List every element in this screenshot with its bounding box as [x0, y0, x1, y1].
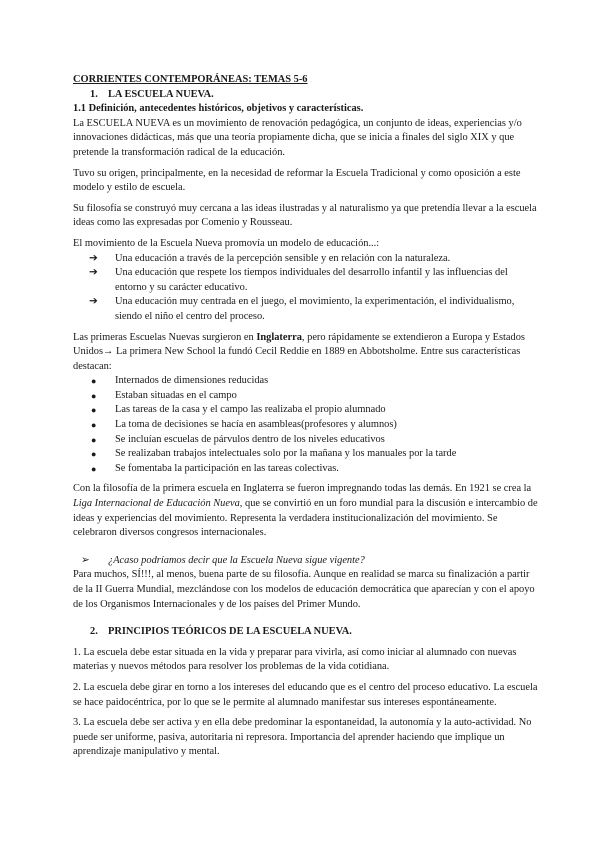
bullet-icon: ● — [91, 449, 97, 460]
list-item — [81, 295, 540, 324]
list-item-text: Se fomentaba la participación en las tareas colectivas. — [115, 462, 339, 474]
paragraph-model-intro: El movimiento de la Escuela Nueva promovía un modelo de educación...: — [73, 237, 380, 249]
bullet-icon: ● — [91, 405, 97, 416]
question-text: ¿Acaso podríamos decir que la Escuela Nueva sigue vigente? — [108, 554, 365, 566]
text-run: que se convirtió en un foro mundial para la discusión e intercambio de ideas y experiencias del movimiento. Representa la verdadera institucionalización del movimiento. Se celebraron diversos congresos internacionales. — [73, 498, 538, 539]
italic-league-name: Liga Internacional de Educación Nueva, — [73, 498, 243, 510]
principle-3: 3. La escuela debe ser activa y en ella debe predominar la espontaneidad, la autonomía y la auto-actividad. No puede ser uniforme, pasiva, autoritaria ni represora. Importancia del aprender haciendo que implique un aprendizaje manipulativo y mental. — [73, 717, 532, 758]
list-item — [81, 252, 540, 267]
arrow-icon: ➔ — [89, 267, 98, 279]
list-item-text: Las tareas de la casa y el campo las realizaba el propio alumnado — [115, 404, 386, 416]
paragraph-philosophy: Su filosofía se construyó muy cercana a las ideas ilustradas y al naturalismo ya que pretendía llevar a la escuela ideas como las expresadas por Comenio y Rousseau. — [73, 202, 537, 229]
list-item-text: Se realizaban trabajos intelectuales solo por la mañana y los manuales por la tarde — [115, 448, 457, 460]
document-title: CORRIENTES CONTEMPORÁNEAS: TEMAS 5-6 — [73, 74, 308, 85]
section-1-title: LA ESCUELA NUEVA. — [108, 88, 214, 100]
arrow-icon: ➔ — [89, 296, 98, 308]
paragraph-origin: Tuvo su origen, principalmente, en la necesidad de reformar la Escuela Tradicional y como oposición a este modelo y estilo de escuela. — [73, 167, 521, 194]
list-item — [81, 433, 540, 448]
list-item-text: Internados de dimensiones reducidas — [115, 375, 269, 387]
list-item — [81, 403, 540, 418]
bullet-icon: ● — [91, 420, 97, 431]
chevron-right-icon: ➢ — [81, 554, 90, 566]
bullet-icon: ● — [91, 434, 97, 445]
principle-2: 2. La escuela debe girar en torno a los intereses del educando que es el centro del proceso educativo. La escuela se hace paidocéntrica, por lo que se le permite al alumnado manifestar sus intereses espontáneamente. — [73, 681, 538, 708]
section-2-title: PRINCIPIOS TEÓRICOS DE LA ESCUELA NUEVA. — [108, 626, 352, 638]
list-item — [81, 418, 540, 433]
text-run: , pero rápidamente se extendieron a Europa y Estados Unidos→ La primera New School la fundó Cecil Reddie en 1889 en Abbotsholme. Entre sus características destacan: — [73, 331, 525, 372]
arrow-icon: ➔ — [89, 252, 98, 264]
paragraph-league — [73, 482, 540, 540]
list-item — [81, 462, 540, 477]
list-item-text: Una educación muy centrada en el juego, el movimiento, la experimentación, el individualismo, siendo el niño el centro del proceso. — [115, 296, 515, 322]
bold-country: Inglaterra — [256, 331, 302, 343]
principle-1: 1. La escuela debe estar situada en la vida y preparar para vivirla, así como iniciar al alumnado con nuevas materias y nuevos métodos para resolver los problemas de la vida cotidiana. — [73, 646, 517, 673]
text-run: Con la filosofía de la primera escuela en Inglaterra se fueron impregnando todas las demás. En 1921 se crea la — [73, 483, 532, 495]
list-item — [81, 447, 540, 462]
section-2-heading — [73, 625, 540, 640]
section-1-heading — [73, 88, 540, 103]
list-item — [81, 374, 540, 389]
question-line — [73, 554, 540, 569]
list-item-text: Se incluían escuelas de párvulos dentro de los niveles educativos — [115, 433, 385, 445]
section-1-number: 1. — [90, 88, 98, 100]
list-item-text: Estaban situadas en el campo — [115, 389, 237, 401]
bullet-icon: ● — [91, 376, 97, 387]
list-item-text: Una educación a través de la percepción sensible y en relación con la naturaleza. — [115, 252, 451, 264]
paragraph-definition: La ESCUELA NUEVA es un movimiento de renovación pedagógica, un conjunto de ideas, experiencias y/o innovaciones didácticas, más que una teoría propiamente dicha, que se inicia a finales del siglo XIX y que pretende la transformación radical de la educación. — [73, 117, 522, 158]
arrow-list — [73, 252, 540, 325]
paragraph-validity: Para muchos, SÍ!!!, al menos, buena parte de su filosofía. Aunque en realidad se marca su finalización a partir de la II Guerra Mundial, mezclándose con los modelos de educación democrática que aparecían y con el apoyo de los Organismos Internacionales y de los países del Primer Mundo. — [73, 569, 535, 610]
paragraph-first-schools — [73, 331, 540, 375]
list-item — [81, 266, 540, 295]
bullet-icon: ● — [91, 390, 97, 401]
section-2-number: 2. — [90, 626, 98, 638]
bullet-list — [73, 374, 540, 476]
list-item — [81, 389, 540, 404]
list-item-text: Una educación que respete los tiempos individuales del desarrollo infantil y las influencias del entorno y su carácter educativo. — [115, 267, 508, 293]
list-item-text: La toma de decisiones se hacía en asambleas(profesores y alumnos) — [115, 419, 397, 431]
text-run: Las primeras Escuelas Nuevas surgieron en — [73, 331, 257, 343]
bullet-icon: ● — [91, 463, 97, 474]
subsection-1-1-heading: 1.1 Definición, antecedentes históricos, objetivos y características. — [73, 103, 364, 115]
